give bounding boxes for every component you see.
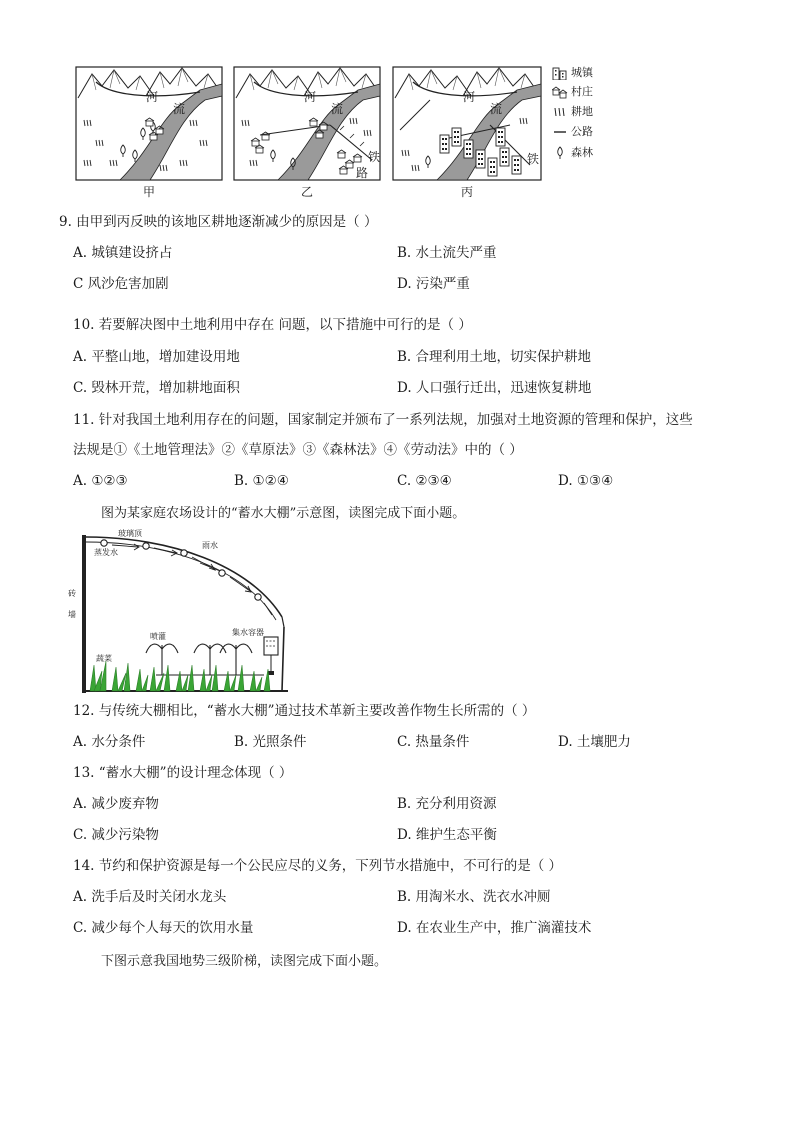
map-label-river-jia: 河 [146, 90, 159, 104]
question-12-option-b[interactable]: B. 光照条件 [234, 734, 307, 750]
question-13-stem: 13. “蓄水大棚”的设计理念体现（ ） [73, 765, 293, 781]
question-10-option-b[interactable]: B. 合理利用土地，切实保护耕地 [397, 349, 592, 365]
panel-caption-yi: 乙 [301, 185, 314, 199]
road-icon [552, 125, 568, 139]
question-11-option-d[interactable]: D. ①③④ [558, 473, 614, 489]
question-10-option-a[interactable]: A. 平整山地，增加建设用地 [73, 349, 240, 365]
map-label-flow-bing: 流 [490, 102, 503, 116]
map-label-flow-jia: 流 [173, 102, 186, 116]
map-label-rail-bing: 铁 [527, 152, 540, 166]
question-12-option-a[interactable]: A. 水分条件 [73, 734, 146, 750]
map-label-river-bing: 河 [463, 90, 476, 104]
question-12-stem: 12. 与传统大棚相比，“蓄水大棚”通过技术革新主要改善作物生长所需的（ ） [73, 703, 536, 719]
question-11-option-c[interactable]: C. ②③④ [397, 473, 452, 489]
question-13-option-a[interactable]: A. 减少废弃物 [73, 796, 159, 812]
map-panels [0, 0, 794, 200]
question-11-option-a[interactable]: A. ①②③ [73, 473, 128, 489]
legend-label-town: 城镇 [571, 66, 593, 79]
question-14-stem: 14. 节约和保护资源是每一个公民应尽的义务，下列节水措施中，不可行的是（ ） [73, 858, 563, 874]
greenhouse-label-sprinkler: 喷灌 [150, 632, 166, 641]
question-9-option-c[interactable]: C 风沙危害加剧 [73, 276, 169, 292]
map-label-flow-yi: 流 [331, 102, 344, 116]
question-13-option-d[interactable]: D. 维护生态平衡 [397, 827, 497, 843]
forest-icon [552, 146, 568, 160]
legend-forest [552, 146, 593, 160]
question-9-option-a[interactable]: A. 城镇建设挤占 [73, 245, 173, 261]
legend-label-forest: 森林 [571, 146, 593, 159]
question-14-option-c[interactable]: C. 减少每个人每天的饮用水量 [73, 920, 254, 936]
map-panel-jia [76, 67, 222, 180]
greenhouse-label-rain: 雨水 [202, 541, 218, 550]
question-14-option-a[interactable]: A. 洗手后及时关闭水龙头 [73, 889, 227, 905]
question-10-stem: 10. 若要解决图中土地利用中存在 问题，以下措施中可行的是（ ） [73, 317, 472, 333]
map-panel-bing [393, 67, 541, 180]
legend-label-farmland: 耕地 [571, 105, 593, 118]
greenhouse-label-glass-roof: 玻璃顶 [118, 529, 142, 538]
legend-road [552, 125, 593, 139]
legend-label-village: 村庄 [571, 85, 593, 98]
map-label-rail-yi: 铁 [368, 150, 381, 164]
panel-caption-bing: 丙 [461, 185, 474, 199]
greenhouse-label-brick: 砖 [68, 589, 76, 598]
greenhouse-intro: 图为某家庭农场设计的“蓄水大棚”示意图，读图完成下面小题。 [101, 506, 466, 521]
question-12-option-d[interactable]: D. 土壤肥力 [558, 734, 631, 750]
legend-farmland [552, 105, 593, 119]
question-10-option-c[interactable]: C. 毁林开荒，增加耕地面积 [73, 380, 240, 396]
question-14-option-b[interactable]: B. 用淘米水、洗衣水冲厕 [397, 889, 551, 905]
question-9-option-b[interactable]: B. 水土流失严重 [397, 245, 497, 261]
question-11-option-b[interactable]: B. ①②④ [234, 473, 289, 489]
question-13-option-c[interactable]: C. 减少污染物 [73, 827, 159, 843]
greenhouse-figure [60, 525, 300, 695]
question-14-option-d[interactable]: D. 在农业生产中，推广滴灌技术 [397, 920, 592, 936]
map-label-river-yi: 河 [304, 90, 317, 104]
greenhouse-label-vegetables: 蔬菜 [96, 654, 112, 663]
question-11-stem-line2: 法规是①《土地管理法》②《草原法》③《森林法》④《劳动法》中的（ ） [73, 442, 523, 458]
farmland-icon [552, 105, 568, 119]
question-13-option-b[interactable]: B. 充分利用资源 [397, 796, 497, 812]
question-10-option-d[interactable]: D. 人口强行迁出，迅速恢复耕地 [397, 380, 592, 396]
question-9-option-d[interactable]: D. 污染严重 [397, 276, 470, 292]
legend-village [552, 85, 593, 99]
greenhouse-label-container: 集水容器 [232, 628, 264, 637]
legend-label-road: 公路 [571, 125, 593, 138]
map-label-road-yi: 路 [356, 166, 369, 180]
village-icon [552, 85, 568, 99]
land-use-map-figure [0, 0, 794, 200]
question-9-stem: 9. 由甲到丙反映的该地区耕地逐渐减少的原因是（ ） [59, 214, 378, 230]
greenhouse-label-evaporation: 蒸发水 [94, 548, 118, 557]
panel-caption-jia: 甲 [143, 185, 156, 199]
question-11-stem: 11. 针对我国土地利用存在的问题，国家制定并颁布了一系列法规，加强对土地资源的管理和保护，这些 [73, 412, 693, 428]
legend-town [552, 66, 593, 80]
town-icon [552, 66, 568, 80]
question-12-option-c[interactable]: C. 热量条件 [397, 734, 470, 750]
terrain-intro: 下图示意我国地势三级阶梯，读图完成下面小题。 [101, 954, 388, 969]
greenhouse-label-wall: 墙 [68, 610, 76, 619]
